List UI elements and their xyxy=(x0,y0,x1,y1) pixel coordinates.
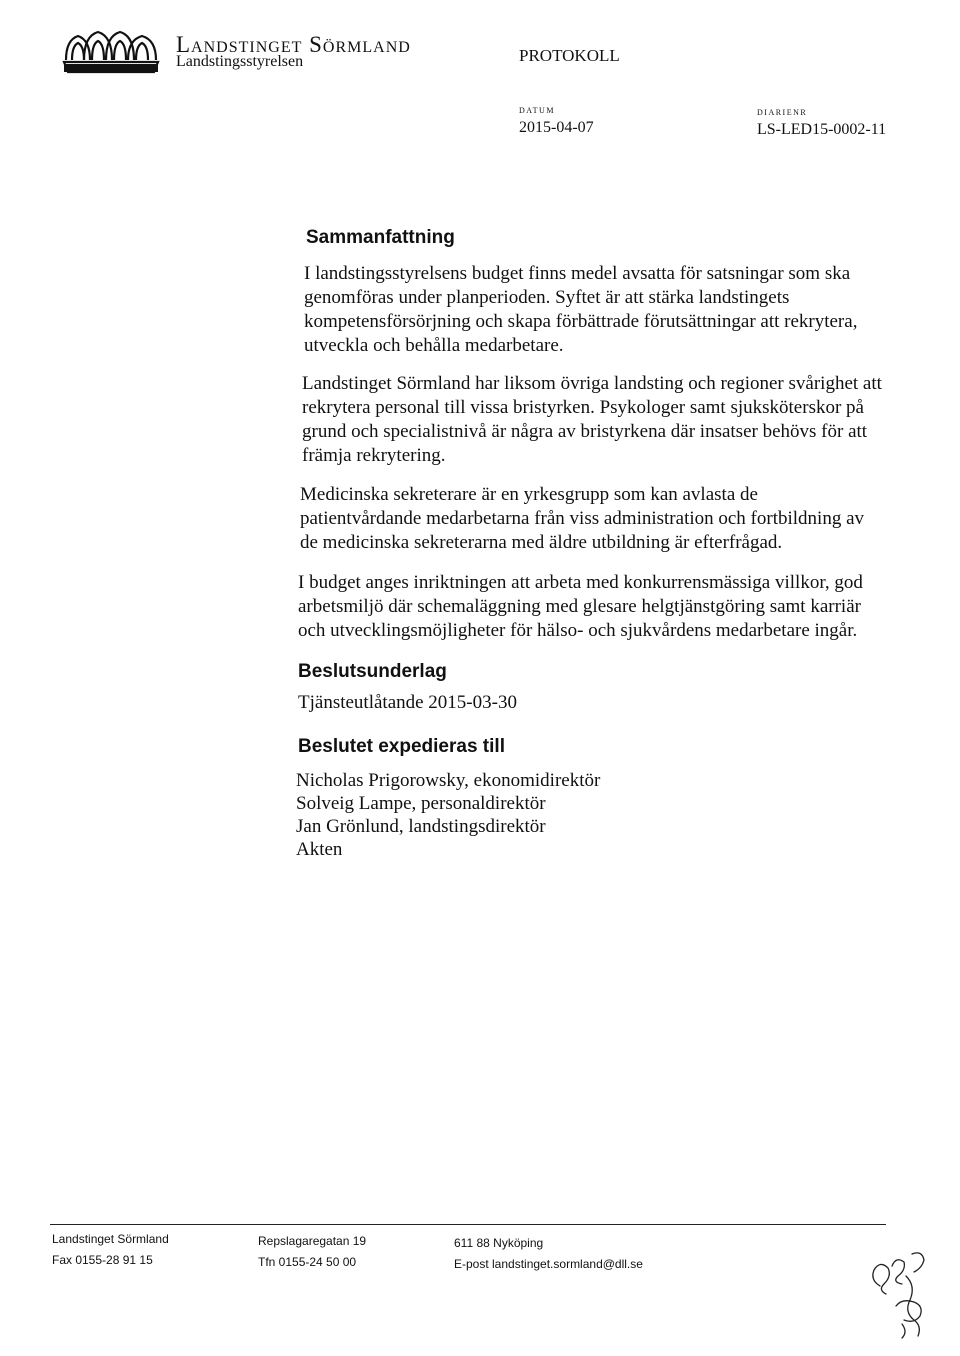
summary-p3-line: patientvårdande medarbetarna från viss administration och fortbildning av xyxy=(300,508,865,529)
basis-text: Tjänsteutlåtande 2015-03-30 xyxy=(298,692,517,713)
org-name: Landstinget Sörmland xyxy=(176,32,411,57)
summary-p3-line: Medicinska sekreterare är en yrkesgrupp som kan avlasta de xyxy=(300,484,758,505)
diarienr-value: LS-LED15-0002-11 xyxy=(757,121,887,138)
summary-p2-line: Landstinget Sörmland har liksom övriga landsting och regioner svårighet att xyxy=(302,373,882,394)
summary-p2-line: grund och specialistnivå är några av bristyrkena där insatser behövs för att xyxy=(302,421,868,442)
summary-p4-line: och utvecklingsmöjligheter för hälso- och sjukvårdens medarbetare ingår. xyxy=(298,620,858,641)
footer-postal: 611 88 Nyköping xyxy=(454,1236,544,1250)
dispatch-heading: Beslutet expedieras till xyxy=(298,736,505,757)
summary-heading: Sammanfattning xyxy=(306,227,455,248)
dispatch-item: Solveig Lampe, personaldirektör xyxy=(296,793,546,814)
dispatch-item: Jan Grönlund, landstingsdirektör xyxy=(296,816,546,837)
dispatch-item: Nicholas Prigorowsky, ekonomidirektör xyxy=(296,770,601,791)
footer-divider xyxy=(50,1224,886,1225)
summary-p3-line: de medicinska sekreterarna med äldre utbildning är efterfrågad. xyxy=(300,532,783,553)
summary-p2-line: främja rekrytering. xyxy=(302,445,446,466)
handwritten-initials xyxy=(862,1246,946,1342)
summary-p4-line: arbetsmiljö där schemaläggning med glesare helgtjänstgöring samt karriär xyxy=(298,596,861,617)
footer-fax: Fax 0155-28 91 15 xyxy=(52,1253,153,1267)
summary-p2-line: rekrytera personal till vissa bristyrken. Psykologer samt sjuksköterskor på xyxy=(302,397,864,418)
summary-p4-line: I budget anges inriktningen att arbeta med konkurrensmässiga villkor, god xyxy=(298,572,863,593)
dispatch-item: Akten xyxy=(296,839,343,860)
footer-address: Repslagaregatan 19 xyxy=(258,1234,367,1248)
footer-org: Landstinget Sörmland xyxy=(52,1232,169,1246)
datum-value: 2015-04-07 xyxy=(519,119,594,136)
footer-email: E-post landstinget.sormland@dll.se xyxy=(454,1257,643,1271)
basis-heading: Beslutsunderlag xyxy=(298,661,447,682)
summary-p1-line: I landstingsstyrelsens budget finns medel avsatta för satsningar som ska xyxy=(304,263,851,284)
datum-label: DATUM xyxy=(519,106,555,115)
summary-p1-line: kompetensförsörjning och skapa förbättrade förutsättningar att rekrytera, xyxy=(304,311,858,332)
summary-p1-line: genomföras under planperioden. Syftet är att stärka landstingets xyxy=(304,287,790,308)
org-subtitle: Landstingsstyrelsen xyxy=(176,53,304,70)
footer-phone: Tfn 0155-24 50 00 xyxy=(258,1255,357,1269)
summary-p1-line: utveckla och behålla medarbetare. xyxy=(304,335,564,356)
diarienr-label: DIARIENR xyxy=(757,108,808,117)
document-type: PROTOKOLL xyxy=(519,46,620,65)
